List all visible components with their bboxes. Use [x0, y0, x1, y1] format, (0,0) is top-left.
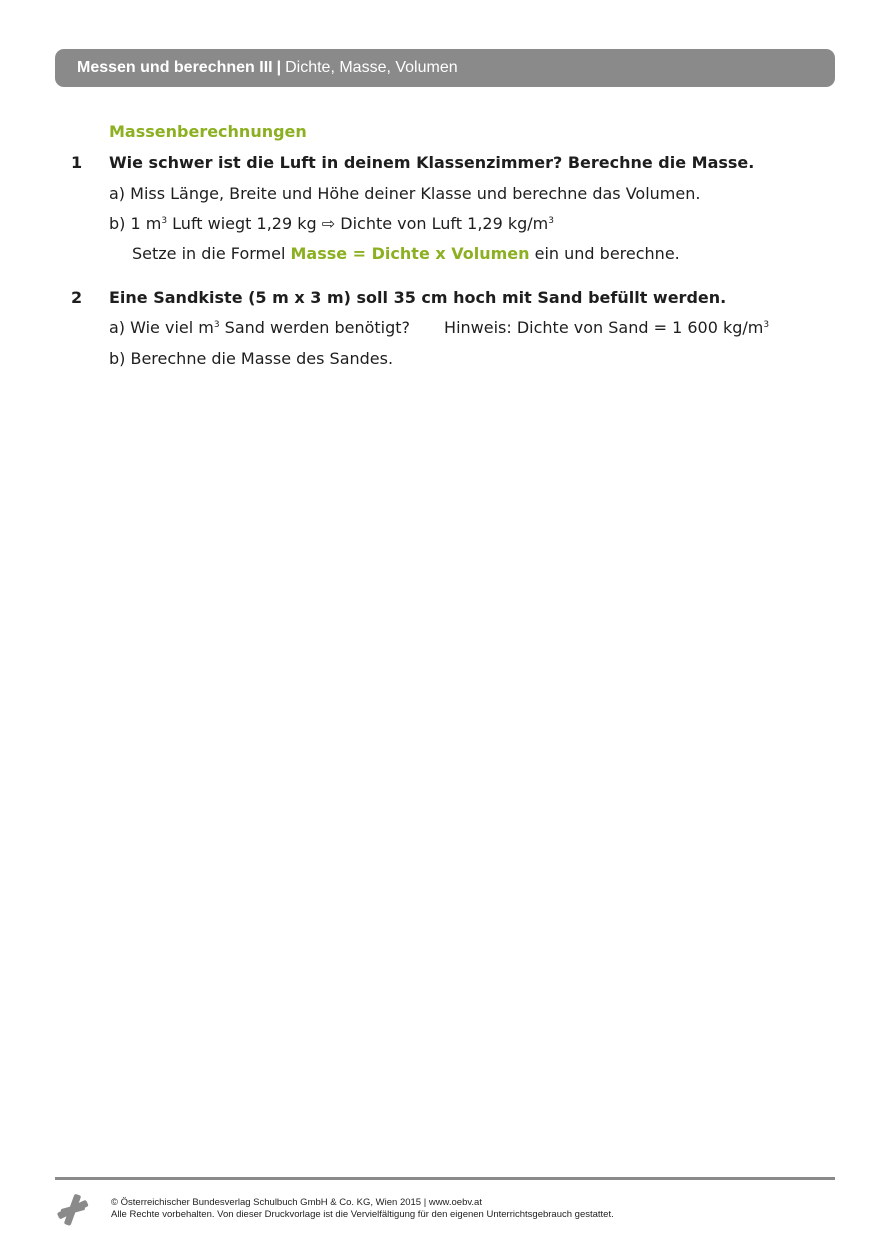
task1-formula-suffix: ein und berechne.	[529, 244, 680, 263]
header-title-rest: Dichte, Masse, Volumen	[285, 59, 458, 76]
task1-b-exp1: 3	[161, 216, 168, 226]
header-bar	[55, 49, 835, 87]
task1-formula-prefix: Setze in die Formel	[132, 244, 291, 263]
task1-a: a) Miss Länge, Breite und Höhe deiner Klasse und berechne das Volumen.	[109, 184, 701, 203]
task2-number: 2	[71, 288, 83, 307]
task1-number: 1	[71, 153, 83, 172]
task2-b: b) Berechne die Masse des Sandes.	[109, 349, 394, 368]
section-title: Massenberechnungen	[109, 122, 307, 141]
task2-a-suffix: Sand werden benötigt?	[219, 318, 411, 337]
task1-b-mid: Luft wiegt 1,29 kg	[167, 214, 322, 233]
task1-formula: Masse = Dichte x Volumen	[290, 244, 530, 263]
task1-b	[109, 214, 554, 233]
task2-hint: Hinweis: Dichte von Sand = 1 600 kg/m	[444, 318, 764, 337]
task2-a	[109, 318, 769, 337]
footer-copyright: © Österreichischer Bundesverlag Schulbuch GmbH & Co. KG, Wien 2015 | www.oebv.at	[111, 1197, 482, 1208]
task1-b-exp2: 3	[548, 216, 554, 226]
header-separator: |	[276, 59, 282, 76]
task2-question: Eine Sandkiste (5 m x 3 m) soll 35 cm hoch mit Sand befüllt werden.	[109, 288, 727, 307]
task1-b-prefix: b) 1 m	[109, 214, 162, 233]
task1-b-density: Dichte von Luft 1,29 kg/m	[335, 214, 549, 233]
footer-divider	[55, 1177, 835, 1180]
oebv-star-logo-icon	[55, 1192, 91, 1228]
footer-rights: Alle Rechte vorbehalten. Von dieser Druckvorlage ist die Vervielfältigung für den eigenen Unterrichtsgebrauch gestattet.	[111, 1209, 614, 1220]
task2-hint-exp: 3	[763, 320, 770, 330]
footer-text	[111, 1197, 614, 1221]
task2-a-exp: 3	[213, 320, 220, 330]
header-title-bold: Messen und berechnen III	[77, 59, 273, 76]
task1-formula-line	[132, 244, 680, 263]
task1-question: Wie schwer ist die Luft in deinem Klassenzimmer? Berechne die Masse.	[109, 153, 755, 172]
task2-a-prefix: a) Wie viel m	[109, 318, 214, 337]
arrow-right-icon: ⇨	[321, 214, 336, 233]
